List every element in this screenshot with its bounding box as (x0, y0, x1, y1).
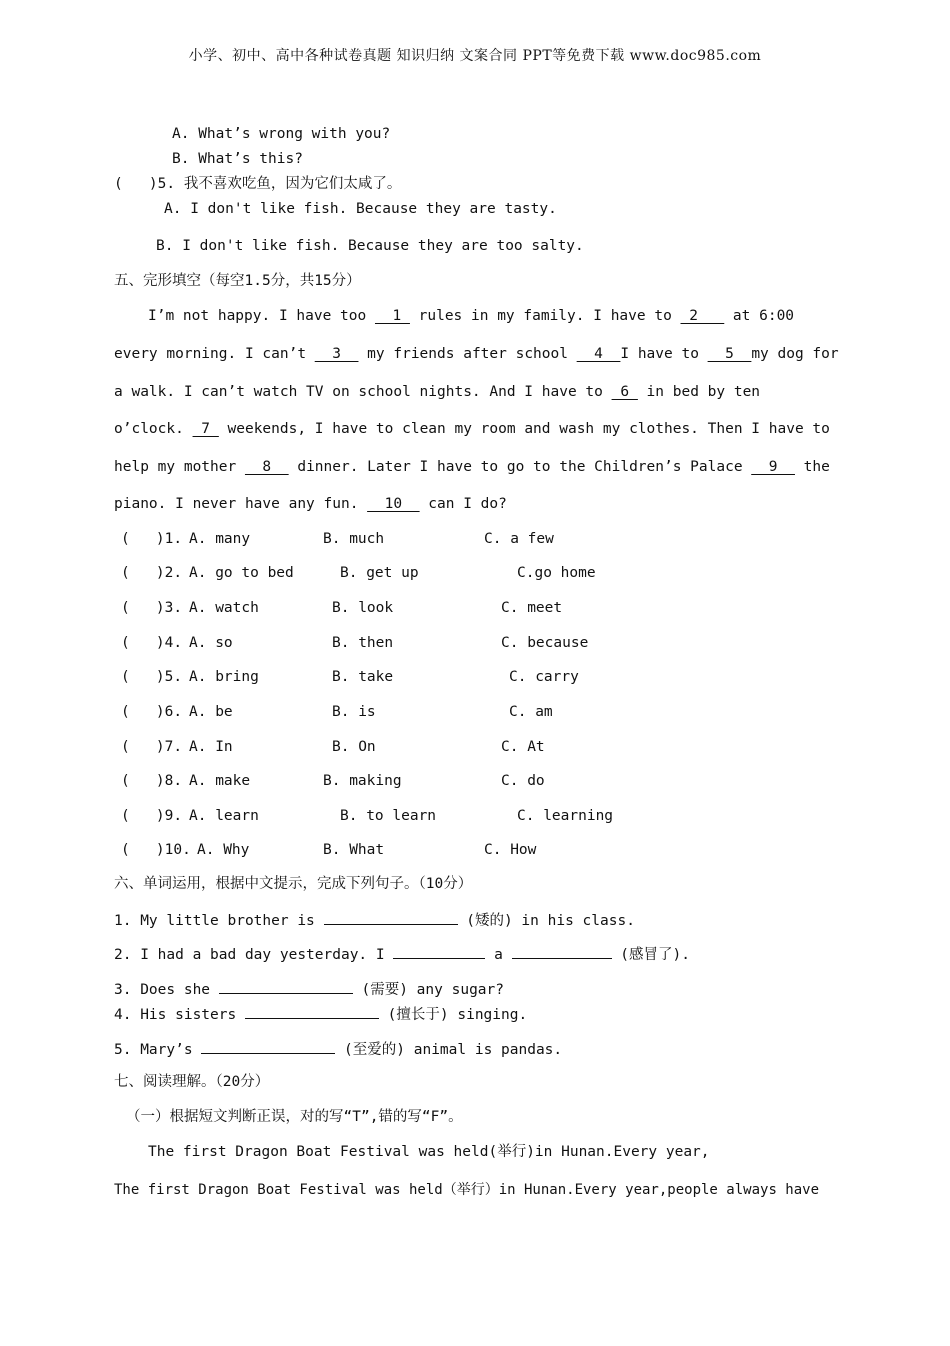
cloze-text: dinner. Later I have to go to the Children’s Palace (288, 459, 752, 475)
cloze-blank-4: __4__ (576, 346, 621, 362)
option-c: C. do (501, 773, 545, 789)
question-5-option-a: A. I don't like fish. Because they are tasty. (164, 201, 557, 217)
page-header: 小学、初中、高中各种试卷真题 知识归纳 文案合同 PPT等免费下载 www.doc985.com (188, 48, 762, 64)
cloze-blank-8: __8__ (244, 459, 289, 475)
cloze-blank-7: _7_ (192, 421, 219, 437)
word-item-hint: (感冒了). (611, 947, 690, 963)
option-c: C. At (501, 739, 545, 755)
cloze-blank-9: __9__ (751, 459, 795, 475)
cloze-text: weekends, I have to clean my room and wash my clothes. Then I have to (218, 421, 830, 437)
cloze-text: every morning. I can’t (114, 346, 315, 362)
cloze-line-6 (114, 494, 507, 514)
word-item-text: a (485, 947, 512, 963)
option-a: A. go to bed (189, 565, 294, 581)
option-number: ( )9. (121, 808, 183, 824)
cloze-blank-6: _6_ (611, 384, 638, 400)
option-b: B. making (323, 773, 402, 789)
word-item-4 (114, 1004, 527, 1025)
word-item-hint: (需要) any sugar? (352, 982, 504, 998)
cloze-text: in bed by ten (637, 384, 761, 400)
cloze-text: piano. I never have any fun. (114, 496, 368, 512)
option-a: A. so (189, 635, 233, 651)
cloze-blank-3: __3__ (314, 346, 359, 362)
option-number: ( )10. (121, 842, 191, 858)
option-number: ( )5. (121, 669, 183, 685)
cloze-title: 五、完形填空（每空1.5分，共15分） (114, 273, 361, 289)
option-c: C. carry (509, 669, 579, 685)
word-item-3 (114, 979, 504, 1000)
cloze-blank-10: __10__ (367, 496, 420, 512)
option-c: C. How (484, 842, 537, 858)
cloze-blank-5: __5__ (707, 346, 752, 362)
option-b: B. is (332, 704, 376, 720)
word-item-text: 1. My little brother is (114, 913, 324, 929)
question-5-option-b: B. I don't like fish. Because they are too salty. (156, 238, 584, 254)
option-number: ( )1. (121, 531, 183, 547)
prev-option-a: A. What’s wrong with you? (172, 126, 391, 142)
word-item-2 (114, 944, 690, 965)
word-item-text: 2. I had a bad day yesterday. I (114, 947, 394, 963)
prev-option-b: B. What’s this? (172, 151, 303, 167)
word-item-1 (114, 910, 635, 931)
word-item-hint: (矮的) in his class. (457, 913, 635, 929)
cloze-text: I have to (620, 346, 708, 362)
reading-title: 七、阅读理解。（20分） (114, 1074, 270, 1090)
option-a: A. learn (189, 808, 259, 824)
cloze-text: I’m not happy. I have too (148, 308, 375, 324)
word-item-hint: (擅长于) singing. (378, 1007, 528, 1023)
cloze-line-4 (114, 419, 830, 439)
cloze-text: rules in my family. I have to (409, 308, 681, 324)
option-a: A. be (189, 704, 233, 720)
option-number: ( )8. (121, 773, 183, 789)
option-a: A. many (189, 531, 251, 547)
cloze-line-3 (114, 382, 760, 402)
option-c: C. meet (501, 600, 563, 616)
answer-blank[interactable] (201, 1039, 335, 1054)
option-a: A. bring (189, 669, 259, 685)
answer-blank[interactable] (245, 1004, 379, 1019)
reading-passage-line-1: The first Dragon Boat Festival was held(举行)in Hunan.Every year, (148, 1144, 710, 1160)
cloze-line-2 (114, 344, 839, 364)
option-c: C. learning (517, 808, 614, 824)
cloze-text: a walk. I can’t watch TV on school nights. And I have to (114, 384, 612, 400)
cloze-text: my friends after school (358, 346, 577, 362)
answer-blank[interactable] (324, 910, 458, 925)
option-c: C. a few (484, 531, 554, 547)
option-b: B. get up (340, 565, 419, 581)
option-a: A. In (189, 739, 233, 755)
cloze-text: my dog for (751, 346, 839, 362)
option-c: C.go home (517, 565, 596, 581)
option-number: ( )2. (121, 565, 183, 581)
option-b: B. take (332, 669, 394, 685)
option-a: A. make (189, 773, 251, 789)
answer-blank[interactable] (512, 944, 612, 959)
question-5-stem: ( )5. 我不喜欢吃鱼，因为它们太咸了。 (114, 176, 402, 192)
word-item-5 (114, 1039, 562, 1060)
reading-passage-line-2: The first Dragon Boat Festival was held（举行）in Hunan.Every year,people always have (114, 1182, 820, 1198)
word-item-hint: (至爱的) animal is pandas. (335, 1042, 563, 1058)
cloze-text: the (794, 459, 830, 475)
option-b: B. then (332, 635, 394, 651)
word-item-text: 3. Does she (114, 982, 219, 998)
cloze-text: at 6:00 (724, 308, 795, 324)
option-b: B. to learn (340, 808, 437, 824)
option-number: ( )6. (121, 704, 183, 720)
option-b: B. look (332, 600, 394, 616)
option-a: A. watch (189, 600, 259, 616)
word-usage-title: 六、单词运用，根据中文提示，完成下列句子。（10分） (114, 876, 473, 892)
option-b: B. On (332, 739, 376, 755)
cloze-blank-1: __1_ (374, 308, 410, 324)
option-number: ( )4. (121, 635, 183, 651)
word-item-text: 5. Mary’s (114, 1042, 202, 1058)
option-a: A. Why (197, 842, 250, 858)
reading-subtitle: （一）根据短文判断正误，对的写“T”,错的写“F”。 (126, 1109, 463, 1125)
option-number: ( )7. (121, 739, 183, 755)
option-c: C. because (501, 635, 589, 651)
word-item-text: 4. His sisters (114, 1007, 245, 1023)
option-number: ( )3. (121, 600, 183, 616)
cloze-text: can I do? (419, 496, 507, 512)
cloze-text: help my mother (114, 459, 245, 475)
answer-blank[interactable] (393, 944, 485, 959)
cloze-text: o’clock. (114, 421, 193, 437)
option-b: B. What (323, 842, 385, 858)
answer-blank[interactable] (219, 979, 353, 994)
cloze-blank-2: _2___ (680, 308, 725, 324)
option-c: C. am (509, 704, 553, 720)
option-b: B. much (323, 531, 385, 547)
cloze-line-5 (114, 457, 830, 477)
cloze-line-1 (148, 306, 794, 326)
